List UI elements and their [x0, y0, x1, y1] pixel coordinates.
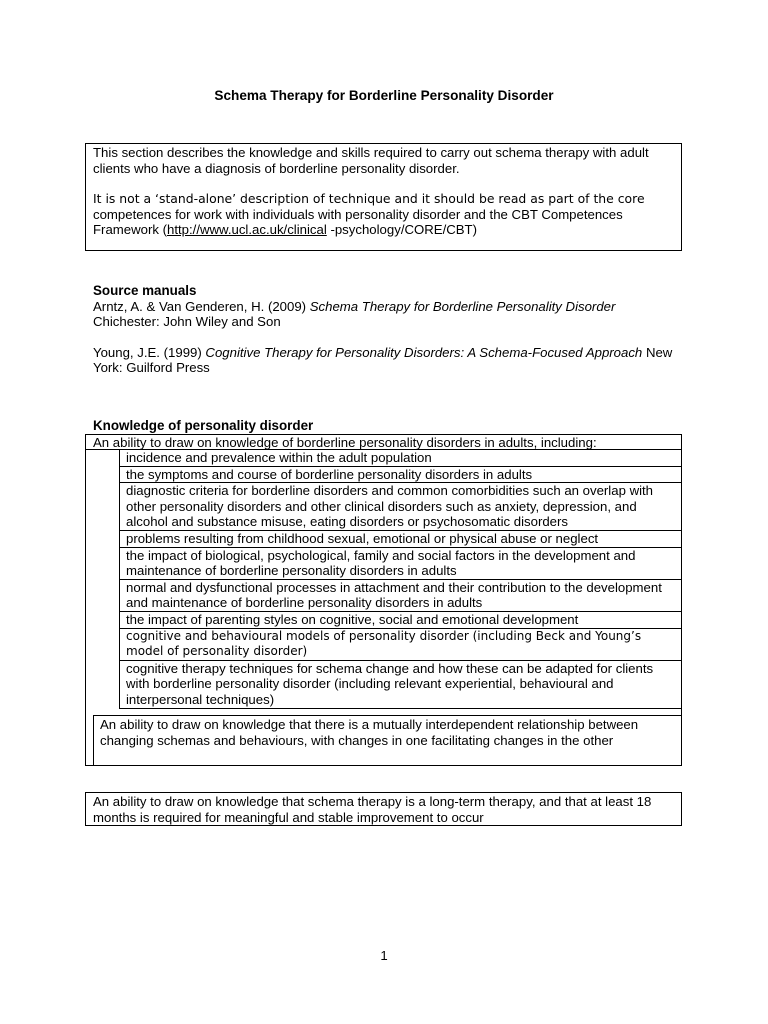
page-number: 1 — [380, 948, 388, 963]
reference-1 — [93, 299, 693, 330]
reference-2 — [93, 345, 693, 376]
source-manuals — [93, 283, 693, 376]
list-item: diagnostic criteria for borderline disorders and common comorbidities such an overlap with other personality disorders and other clinical disorders such as anxiety, depression, and alcohol and substance misuse, eating disorders or psychosomatic disorders — [120, 482, 681, 530]
list-item: incidence and prevalence within the adult population — [126, 450, 432, 465]
knowledge-intro: An ability to draw on knowledge of borderline personality disorders in adults, including: — [86, 435, 681, 450]
list-item: the impact of biological, psychological, family and social factors in the development and maintenance of borderline personality disorders in adults — [120, 547, 681, 579]
knowledge-table — [85, 434, 682, 766]
reference-2-publisher: New York: Guilford Press — [93, 344, 673, 376]
list-item: normal and dysfunctional processes in attachment and their contribution to the development and maintenance of borderline personality disorders in adults — [120, 579, 681, 611]
source-manuals-heading: Source manuals — [93, 283, 197, 298]
intro-paragraph: This section describes the knowledge and skills required to carry out schema therapy with adult clients who have a diagnosis of borderline personality disorder. — [93, 145, 649, 176]
reference-2-title: Cognitive Therapy for Personality Disorders: A Schema-Focused Approach — [205, 344, 643, 360]
knowledge-interdependence: An ability to draw on knowledge that there is a mutually interdependent relationship between changing schemas and behaviours, with changes in one facilitating changes in the other — [93, 715, 681, 765]
list-item: problems resulting from childhood sexual, emotional or physical abuse or neglect — [120, 530, 681, 547]
reference-2-authors: Young, J.E. (1999) — [93, 344, 206, 360]
list-item: the impact of parenting styles on cognitive, social and emotional development — [120, 611, 681, 628]
list-item: cognitive and behavioural models of personality disorder (including Beck and Young’s model of personality disorder) — [120, 628, 681, 660]
intro-note-text: competences for work with individuals with personality disorder and the CBT Competences Framework ( — [93, 206, 623, 238]
list-item: cognitive therapy techniques for schema change and how these can be adapted for clients with borderline personality disorder (including relevant experiential, behavioural and interpersonal techniques) — [120, 660, 681, 708]
long-term-therapy-box: An ability to draw on knowledge that schema therapy is a long-term therapy, and that at least 18 months is required for meaningful and stable improvement to occur — [85, 792, 682, 826]
intro-note-link-suffix: -psychology/CORE/CBT) — [326, 222, 478, 238]
reference-1-authors: Arntz, A. & Van Genderen, H. (2009) — [93, 298, 310, 314]
page-title: Schema Therapy for Borderline Personality Disorder — [214, 88, 554, 103]
reference-1-title: Schema Therapy for Borderline Personality Disorder — [309, 298, 616, 314]
intro-note-line1: It is not a ‘stand-alone’ description of technique and it should be read as part of the core — [93, 191, 645, 207]
knowledge-list — [119, 450, 682, 709]
framework-link[interactable]: http://www.ucl.ac.uk/clinical — [167, 222, 327, 238]
reference-1-publisher: Chichester: John Wiley and Son — [93, 314, 281, 330]
list-item: the symptoms and course of borderline personality disorders in adults — [120, 466, 681, 483]
intro-box — [85, 143, 682, 251]
knowledge-heading: Knowledge of personality disorder — [93, 418, 314, 433]
intro-note — [93, 191, 674, 238]
